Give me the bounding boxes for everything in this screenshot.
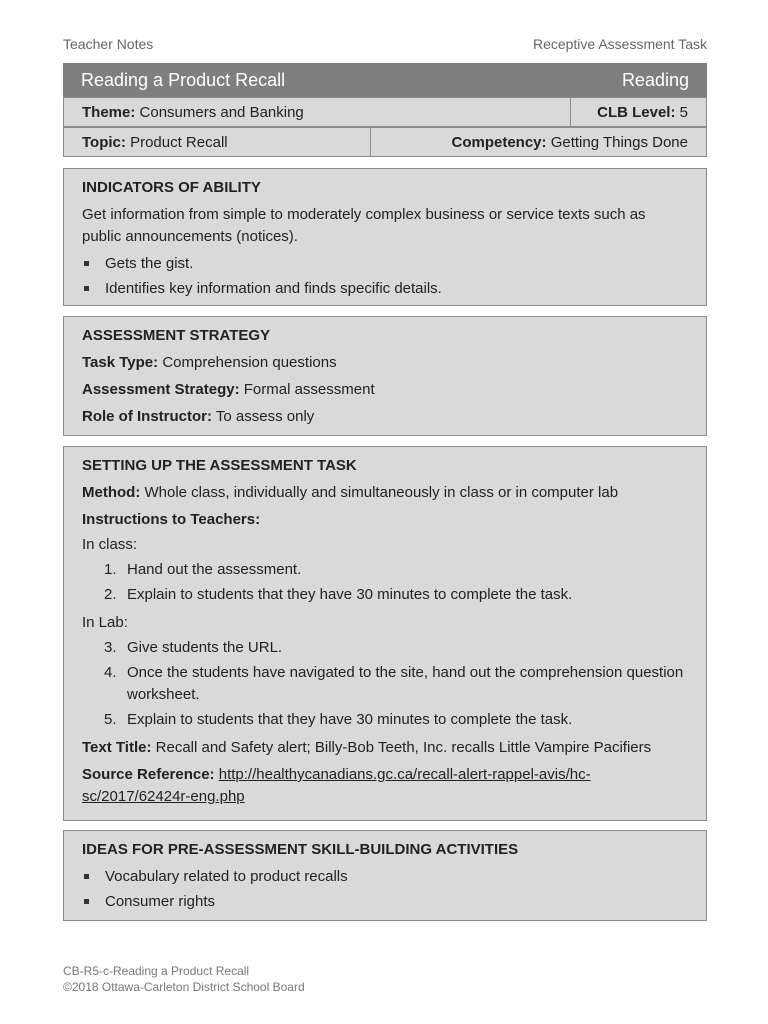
step-number: 2. xyxy=(104,586,117,603)
competency-value: Getting Things Done xyxy=(550,133,688,151)
role-line xyxy=(82,406,688,428)
footer-copyright: ©2018 Ottawa-Carleton District School Board xyxy=(63,980,305,994)
topic-value: Product Recall xyxy=(130,133,228,151)
list-item xyxy=(82,662,688,706)
in-class-label: In class: xyxy=(82,536,138,553)
step-number: 1. xyxy=(104,561,117,578)
header-left-text: Teacher Notes xyxy=(63,36,154,52)
step-text: Explain to students that they have 30 minutes to complete the task. xyxy=(127,586,573,603)
list-item xyxy=(82,866,688,888)
theme-cell xyxy=(64,98,570,126)
list-item xyxy=(82,559,688,581)
bullet-square-icon xyxy=(84,286,89,291)
setup-section xyxy=(63,446,707,821)
text-title-label: Text Title: xyxy=(82,739,152,756)
step-number: 4. xyxy=(104,664,117,681)
method-value: Whole class, individually and simultaneously in class or in computer lab xyxy=(144,484,619,501)
clb-cell xyxy=(570,98,706,126)
topic-label: Topic: xyxy=(82,133,126,151)
in-lab-steps xyxy=(82,637,688,731)
list-item xyxy=(82,891,688,913)
theme-label: Theme: xyxy=(82,103,136,121)
source-line xyxy=(82,764,688,808)
step-text: Hand out the assessment. xyxy=(127,561,302,578)
list-item-text: Identifies key information and finds specific details. xyxy=(105,280,442,297)
in-class-steps xyxy=(82,559,688,606)
list-item-text: Vocabulary related to product recalls xyxy=(105,868,348,885)
page-footer xyxy=(63,963,305,995)
strategy-section xyxy=(63,316,707,436)
page-header xyxy=(63,36,707,52)
page-title: Reading a Product Recall xyxy=(81,69,286,90)
step-number: 5. xyxy=(104,711,117,728)
indicators-list xyxy=(82,253,688,300)
competency-cell xyxy=(370,128,706,156)
text-title-value: Recall and Safety alert; Billy-Bob Teeth, Inc. recalls Little Vampire Pacifiers xyxy=(155,739,652,756)
list-item xyxy=(82,278,688,300)
task-type-value: Comprehension questions xyxy=(162,354,337,371)
setup-heading: SETTING UP THE ASSESSMENT TASK xyxy=(82,457,357,474)
title-bar xyxy=(63,63,707,97)
competency-label: Competency: xyxy=(451,133,547,151)
step-text: Give students the URL. xyxy=(127,639,283,656)
strategy-line xyxy=(82,379,688,401)
bullet-square-icon xyxy=(84,874,89,879)
strategy-value: Formal assessment xyxy=(243,381,375,398)
indicators-section xyxy=(63,168,707,306)
skill-label: Reading xyxy=(621,69,689,90)
bullet-square-icon xyxy=(84,261,89,266)
task-type-label: Task Type: xyxy=(82,354,159,371)
list-item xyxy=(82,637,688,659)
role-label: Role of Instructor: xyxy=(82,408,212,425)
step-number: 3. xyxy=(104,639,117,656)
topic-cell xyxy=(64,128,370,156)
instructions-label: Instructions to Teachers: xyxy=(82,511,261,528)
clb-value: 5 xyxy=(679,103,688,121)
method-label: Method: xyxy=(82,484,141,501)
theme-value: Consumers and Banking xyxy=(139,103,304,121)
step-text: Explain to students that they have 30 minutes to complete the task. xyxy=(127,711,573,728)
text-title-line xyxy=(82,737,688,759)
ideas-section xyxy=(63,830,707,921)
strategy-label: Assessment Strategy: xyxy=(82,381,240,398)
task-type-line xyxy=(82,352,688,374)
strategy-heading: ASSESSMENT STRATEGY xyxy=(82,327,271,344)
theme-row xyxy=(63,97,707,127)
ideas-heading: IDEAS FOR PRE-ASSESSMENT SKILL-BUILDING ACTIVITIES xyxy=(82,841,519,858)
indicators-intro: Get information from simple to moderately complex business or service texts such as public announcements (notices). xyxy=(82,206,646,245)
step-text: Once the students have navigated to the site, hand out the comprehension question worksheet. xyxy=(127,664,684,703)
list-item-text: Gets the gist. xyxy=(105,255,194,272)
in-lab-label: In Lab: xyxy=(82,614,128,631)
bullet-square-icon xyxy=(84,899,89,904)
footer-doc-id: CB-R5-c-Reading a Product Recall xyxy=(63,964,250,978)
topic-row xyxy=(63,127,707,157)
list-item xyxy=(82,709,688,731)
header-right-text: Receptive Assessment Task xyxy=(532,36,707,52)
list-item xyxy=(82,253,688,275)
ideas-list xyxy=(82,866,688,913)
method-line xyxy=(82,482,688,504)
role-value: To assess only xyxy=(215,408,315,425)
source-link[interactable]: http://healthycanadians.gc.ca/recall-alert-rappel-avis/hc-sc/2017/62424r-eng.php xyxy=(82,766,591,805)
source-label: Source Reference: xyxy=(82,766,215,783)
list-item xyxy=(82,584,688,606)
list-item-text: Consumer rights xyxy=(105,893,216,910)
clb-label: CLB Level: xyxy=(597,103,676,121)
indicators-heading: INDICATORS OF ABILITY xyxy=(82,179,261,196)
